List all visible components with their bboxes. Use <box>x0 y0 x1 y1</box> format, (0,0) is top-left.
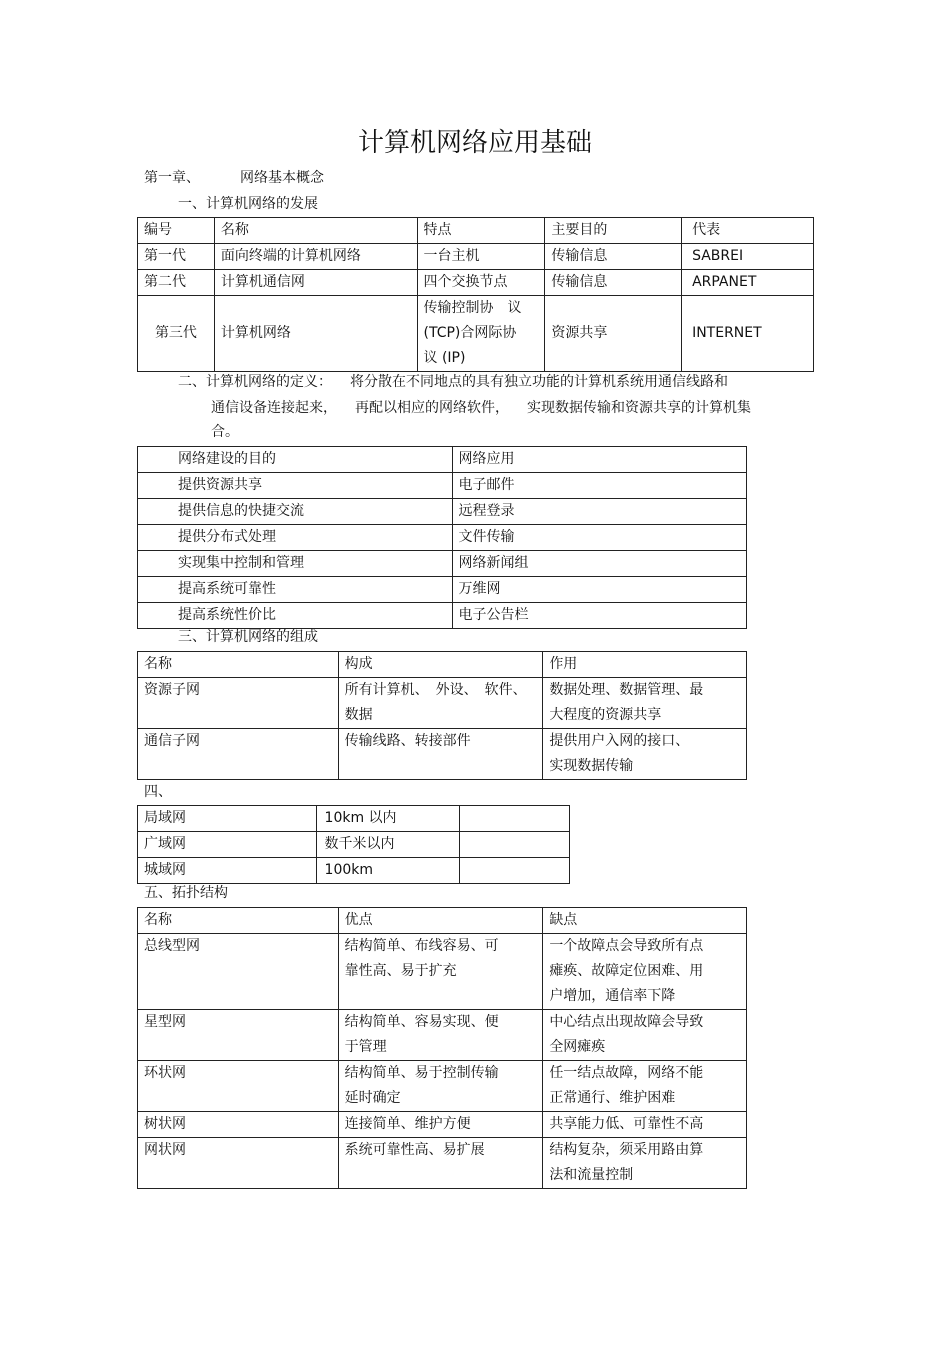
table-cell <box>338 729 543 780</box>
header-cell: 优点 <box>338 908 543 934</box>
network-purpose-table <box>137 446 747 629</box>
section3-heading: 三、计算机网络的组成 <box>178 629 318 645</box>
definition-line: 将分散在不同地点的具有独立功能的计算机系统用通信线路和 <box>350 374 728 390</box>
cell-line: 正常通行、维护困难 <box>549 1090 676 1106</box>
table-cell: 10km 以内 <box>316 806 460 832</box>
page-title: 计算机网络应用基础 <box>357 128 592 158</box>
table-header-row <box>138 218 814 244</box>
cell-line: 于管理 <box>344 1039 387 1055</box>
table-cell: 资源共享 <box>545 296 682 372</box>
section5-heading: 五、拓扑结构 <box>144 885 228 901</box>
cell-line: 数据 <box>344 707 373 723</box>
table-cell: 网状网 <box>138 1138 339 1189</box>
table-cell: 局域网 <box>138 806 317 832</box>
definition-line: 合。 <box>211 424 239 440</box>
table-row <box>138 270 814 296</box>
table-cell <box>338 678 543 729</box>
table-cell <box>460 806 570 832</box>
table-cell <box>543 678 747 729</box>
table-row <box>138 525 747 551</box>
cell-line: (TCP)合网际协 <box>423 325 517 341</box>
table-cell: 100km <box>316 858 460 884</box>
table-cell: 总线型网 <box>138 934 339 1010</box>
header-cell: 缺点 <box>543 908 747 934</box>
table-header-row <box>138 652 747 678</box>
table-cell: 提高系统可靠性 <box>138 577 453 603</box>
cell-line: 中心结点出现故障会导致 <box>549 1014 704 1030</box>
table-cell: 传输信息 <box>545 244 682 270</box>
table-cell: 资源子网 <box>138 678 339 729</box>
header-cell: 网络建设的目的 <box>138 447 453 473</box>
header-cell: 构成 <box>338 652 543 678</box>
table-cell <box>543 934 747 1010</box>
table-cell <box>543 1112 747 1138</box>
table-cell: 远程登录 <box>452 499 747 525</box>
table-row <box>138 1010 747 1061</box>
cell-line: 结构简单、容易实现、便 <box>344 1014 499 1030</box>
cell-line: 法和流量控制 <box>549 1167 634 1183</box>
table-cell <box>338 1138 543 1189</box>
table-cell <box>338 934 543 1010</box>
table-cell <box>338 1061 543 1112</box>
table-header-row <box>138 908 747 934</box>
chapter-heading <box>144 166 324 191</box>
table-row <box>138 1112 747 1138</box>
table-cell: 第二代 <box>138 270 215 296</box>
table-cell: 面向终端的计算机网络 <box>214 244 417 270</box>
table-cell: 提供资源共享 <box>138 473 453 499</box>
table-cell: 通信子网 <box>138 729 339 780</box>
cell-line: 任一结点故障，网络不能 <box>549 1065 704 1081</box>
cell-line: 结构简单、易于控制传输 <box>344 1065 499 1081</box>
table-row <box>138 832 570 858</box>
table-cell: 广域网 <box>138 832 317 858</box>
table-cell: 计算机通信网 <box>214 270 417 296</box>
table-cell <box>543 1010 747 1061</box>
section1-heading: 一、计算机网络的发展 <box>178 196 318 212</box>
table-cell: 文件传输 <box>452 525 747 551</box>
table-cell: 树状网 <box>138 1112 339 1138</box>
table-cell <box>417 296 545 372</box>
cell-line: 靠性高、易于扩充 <box>344 963 457 979</box>
table-row <box>138 934 747 1010</box>
table-row <box>138 473 747 499</box>
table-cell: 环状网 <box>138 1061 339 1112</box>
definition-continued <box>211 396 751 421</box>
definition-line: 通信设备连接起来， <box>211 400 337 416</box>
table-row <box>138 806 570 832</box>
table-cell: 网络新闻组 <box>452 551 747 577</box>
header-cell: 名称 <box>138 652 339 678</box>
table-cell <box>543 729 747 780</box>
table-row <box>138 678 747 729</box>
definition-line: 再配以相应的网络软件， <box>355 400 509 416</box>
table-cell <box>338 1112 543 1138</box>
header-cell: 主要目的 <box>545 218 682 244</box>
cell-line: 全网瘫痪 <box>549 1039 606 1055</box>
cell-line: 传输线路、转接部件 <box>344 733 471 749</box>
cell-line: 数据处理、数据管理、最 <box>549 682 704 698</box>
table-cell: 电子邮件 <box>452 473 747 499</box>
cell-line: 结构简单、布线容易、可 <box>344 938 499 954</box>
table-cell <box>338 1010 543 1061</box>
section2-heading <box>178 370 728 395</box>
table-cell: ARPANET <box>682 270 814 296</box>
header-cell: 代表 <box>682 218 814 244</box>
topology-table <box>137 907 747 1189</box>
network-generations-table <box>137 217 814 372</box>
cell-line: 结构复杂，须采用路由算 <box>549 1142 704 1158</box>
cell-line: 共享能力低、可靠性不高 <box>549 1116 704 1132</box>
cell-line: 连接简单、维护方便 <box>344 1116 471 1132</box>
cell-line: 实现数据传输 <box>549 758 634 774</box>
section4-heading: 四、 <box>144 784 172 800</box>
table-row <box>138 551 747 577</box>
chapter-label: 第一章、 <box>144 170 200 186</box>
table-cell: 第三代 <box>138 296 215 372</box>
table-cell: 星型网 <box>138 1010 339 1061</box>
network-composition-table <box>137 651 747 780</box>
table-cell: INTERNET <box>682 296 814 372</box>
chapter-name: 网络基本概念 <box>240 170 324 186</box>
header-cell: 网络应用 <box>452 447 747 473</box>
table-cell: 城域网 <box>138 858 317 884</box>
section2-label: 二、计算机网络的定义： <box>178 374 332 390</box>
table-row <box>138 858 570 884</box>
cell-line: 传输控制协 议 <box>423 300 522 316</box>
table-cell <box>543 1061 747 1112</box>
table-cell: 提供分布式处理 <box>138 525 453 551</box>
table-row <box>138 1138 747 1189</box>
header-cell: 名称 <box>138 908 339 934</box>
header-cell: 编号 <box>138 218 215 244</box>
table-cell: 传输信息 <box>545 270 682 296</box>
definition-line: 实现数据传输和资源共享的计算机集 <box>527 400 751 416</box>
table-cell <box>543 1138 747 1189</box>
table-cell: 提高系统性价比 <box>138 603 453 629</box>
cell-line: 大程度的资源共享 <box>549 707 662 723</box>
cell-line: 系统可靠性高、易扩展 <box>344 1142 485 1158</box>
table-row <box>138 244 814 270</box>
table-cell: SABREI <box>682 244 814 270</box>
header-cell: 特点 <box>417 218 545 244</box>
table-cell: 提供信息的快捷交流 <box>138 499 453 525</box>
cell-line: 议 (IP) <box>423 350 466 366</box>
cell-line: 一个故障点会导致所有点 <box>549 938 704 954</box>
header-cell: 名称 <box>214 218 417 244</box>
table-cell <box>460 858 570 884</box>
table-cell: 电子公告栏 <box>452 603 747 629</box>
table-row <box>138 1061 747 1112</box>
table-cell: 计算机网络 <box>214 296 417 372</box>
table-row <box>138 296 814 372</box>
table-cell: 一台主机 <box>417 244 545 270</box>
table-cell: 实现集中控制和管理 <box>138 551 453 577</box>
table-cell <box>460 832 570 858</box>
table-row <box>138 729 747 780</box>
cell-line: 延时确定 <box>344 1090 401 1106</box>
table-header-row <box>138 447 747 473</box>
table-row <box>138 577 747 603</box>
cell-line: 提供用户入网的接口、 <box>549 733 690 749</box>
table-cell: 万维网 <box>452 577 747 603</box>
cell-line: 户增加，通信率下降 <box>549 988 676 1004</box>
cell-line: 瘫痪、故障定位困难、用 <box>549 963 704 979</box>
table-row <box>138 499 747 525</box>
header-cell: 作用 <box>543 652 747 678</box>
table-cell: 四个交换节点 <box>417 270 545 296</box>
table-cell: 数千米以内 <box>316 832 460 858</box>
network-range-table <box>137 805 570 884</box>
table-cell: 第一代 <box>138 244 215 270</box>
cell-line: 所有计算机、 外设、 软件、 <box>344 682 527 698</box>
